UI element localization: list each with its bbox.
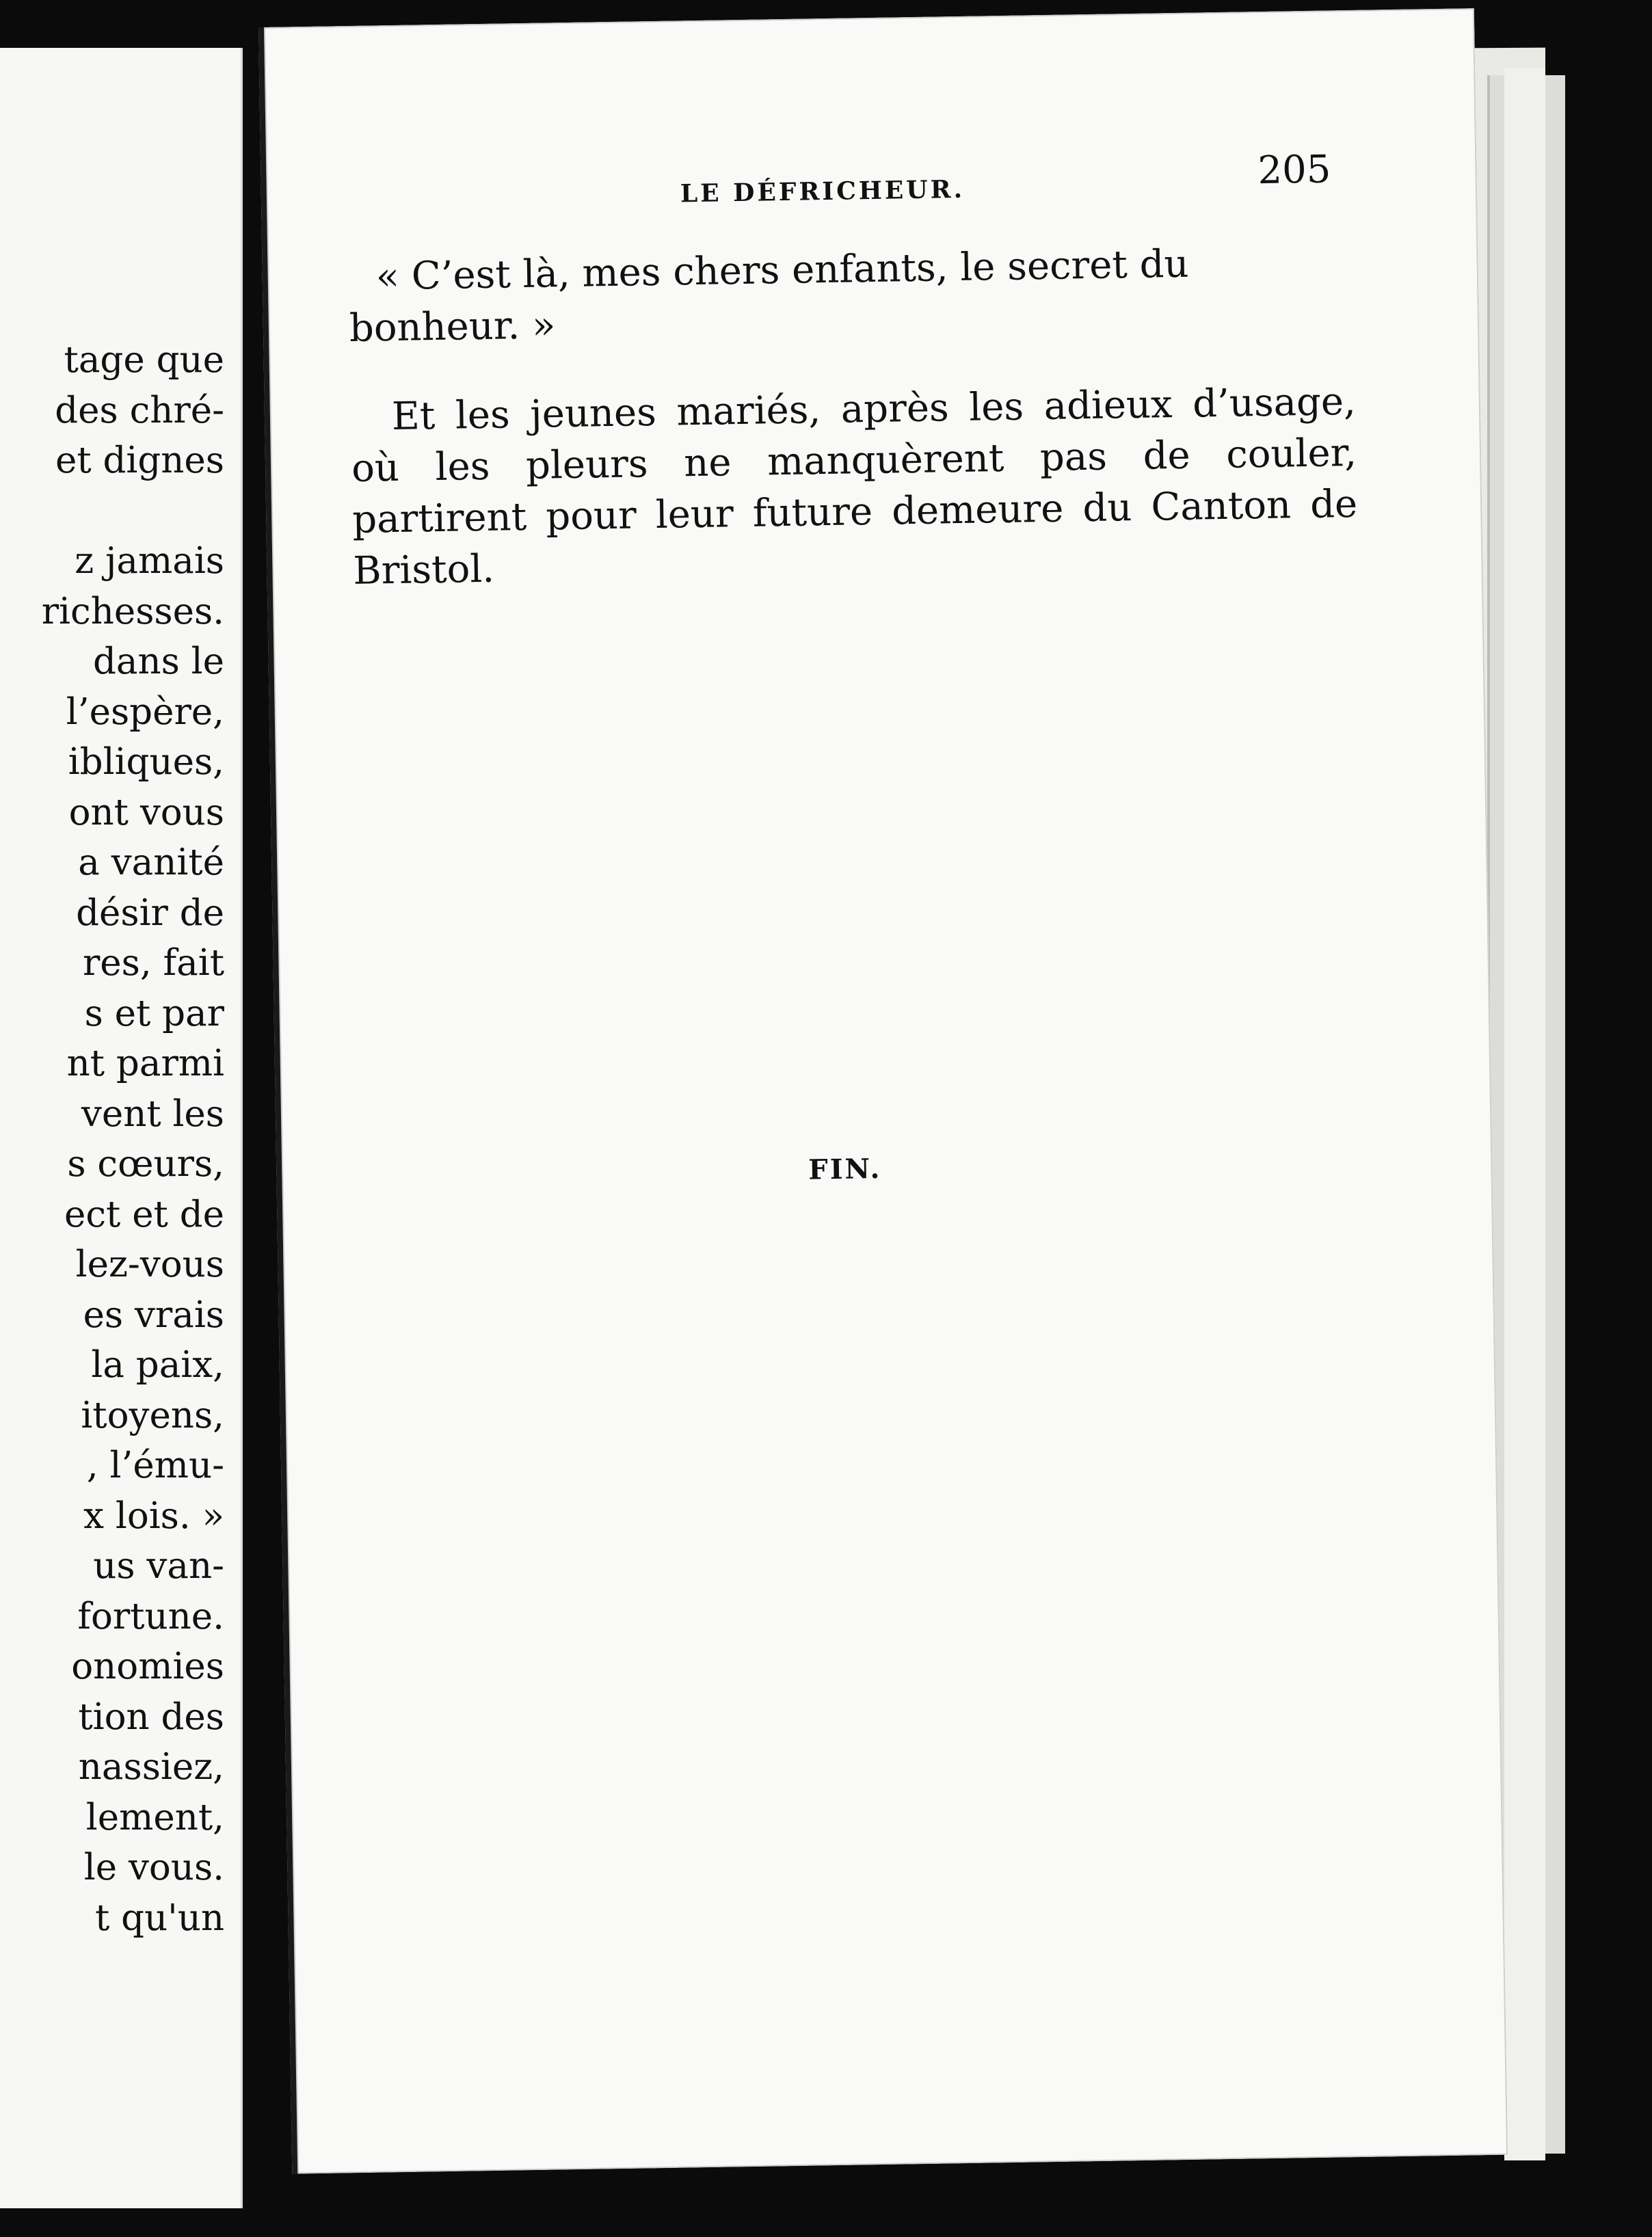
left-line: itoyens,	[81, 1394, 224, 1436]
page-number: 205	[1257, 147, 1331, 193]
left-line: a vanité	[78, 842, 224, 883]
left-line: x lois. »	[83, 1495, 224, 1537]
left-line: lez-vous	[75, 1244, 224, 1285]
end-mark: FIN.	[808, 1152, 882, 1186]
left-line: vent les	[81, 1093, 224, 1135]
left-line: et dignes	[55, 440, 224, 481]
left-line: dans le	[92, 641, 224, 682]
left-line: nt parmi	[66, 1043, 224, 1084]
left-line: ect et de	[64, 1193, 224, 1235]
left-line: onomies	[71, 1646, 224, 1687]
left-line: s cœurs,	[67, 1143, 224, 1185]
left-line: richesses.	[41, 590, 224, 632]
left-line: , l’ému-	[86, 1445, 224, 1486]
left-line: tion des	[78, 1696, 224, 1738]
body-text	[348, 236, 1359, 634]
left-line: ibliques,	[68, 741, 224, 783]
left-page	[0, 48, 243, 2208]
left-line: le vous.	[83, 1847, 224, 1888]
left-line: des chré-	[55, 389, 224, 431]
left-line: ont vous	[68, 791, 224, 833]
running-head: LE DÉFRICHEUR.	[680, 174, 965, 209]
left-line: la paix,	[91, 1344, 224, 1386]
left-line: es vrais	[83, 1294, 224, 1336]
left-line: z jamais	[75, 540, 224, 582]
left-line: res, fait	[82, 942, 224, 984]
left-line: t qu'un	[94, 1897, 224, 1939]
left-line: tage que	[64, 339, 224, 381]
left-line: l’espère,	[66, 691, 224, 733]
right-page	[258, 8, 1508, 2174]
paragraph: « C’est là, mes chers enfants, le secret du bonheur. »	[349, 241, 1190, 351]
left-line: us van-	[93, 1545, 224, 1587]
left-line: fortune.	[77, 1595, 224, 1637]
left-line: s et par	[84, 992, 224, 1034]
paragraph: Et les jeunes mariés, après les adieux d’usage, où les pleurs ne manquèrent pas de couler, partirent pour leur future demeure du Canton de Bristol.	[351, 379, 1358, 593]
left-line: lement,	[85, 1796, 224, 1838]
page-edge	[1504, 68, 1545, 2160]
left-line	[0, 486, 224, 537]
left-page-text	[0, 335, 224, 1943]
left-line: nassiez,	[78, 1746, 224, 1788]
left-line: désir de	[76, 892, 224, 934]
